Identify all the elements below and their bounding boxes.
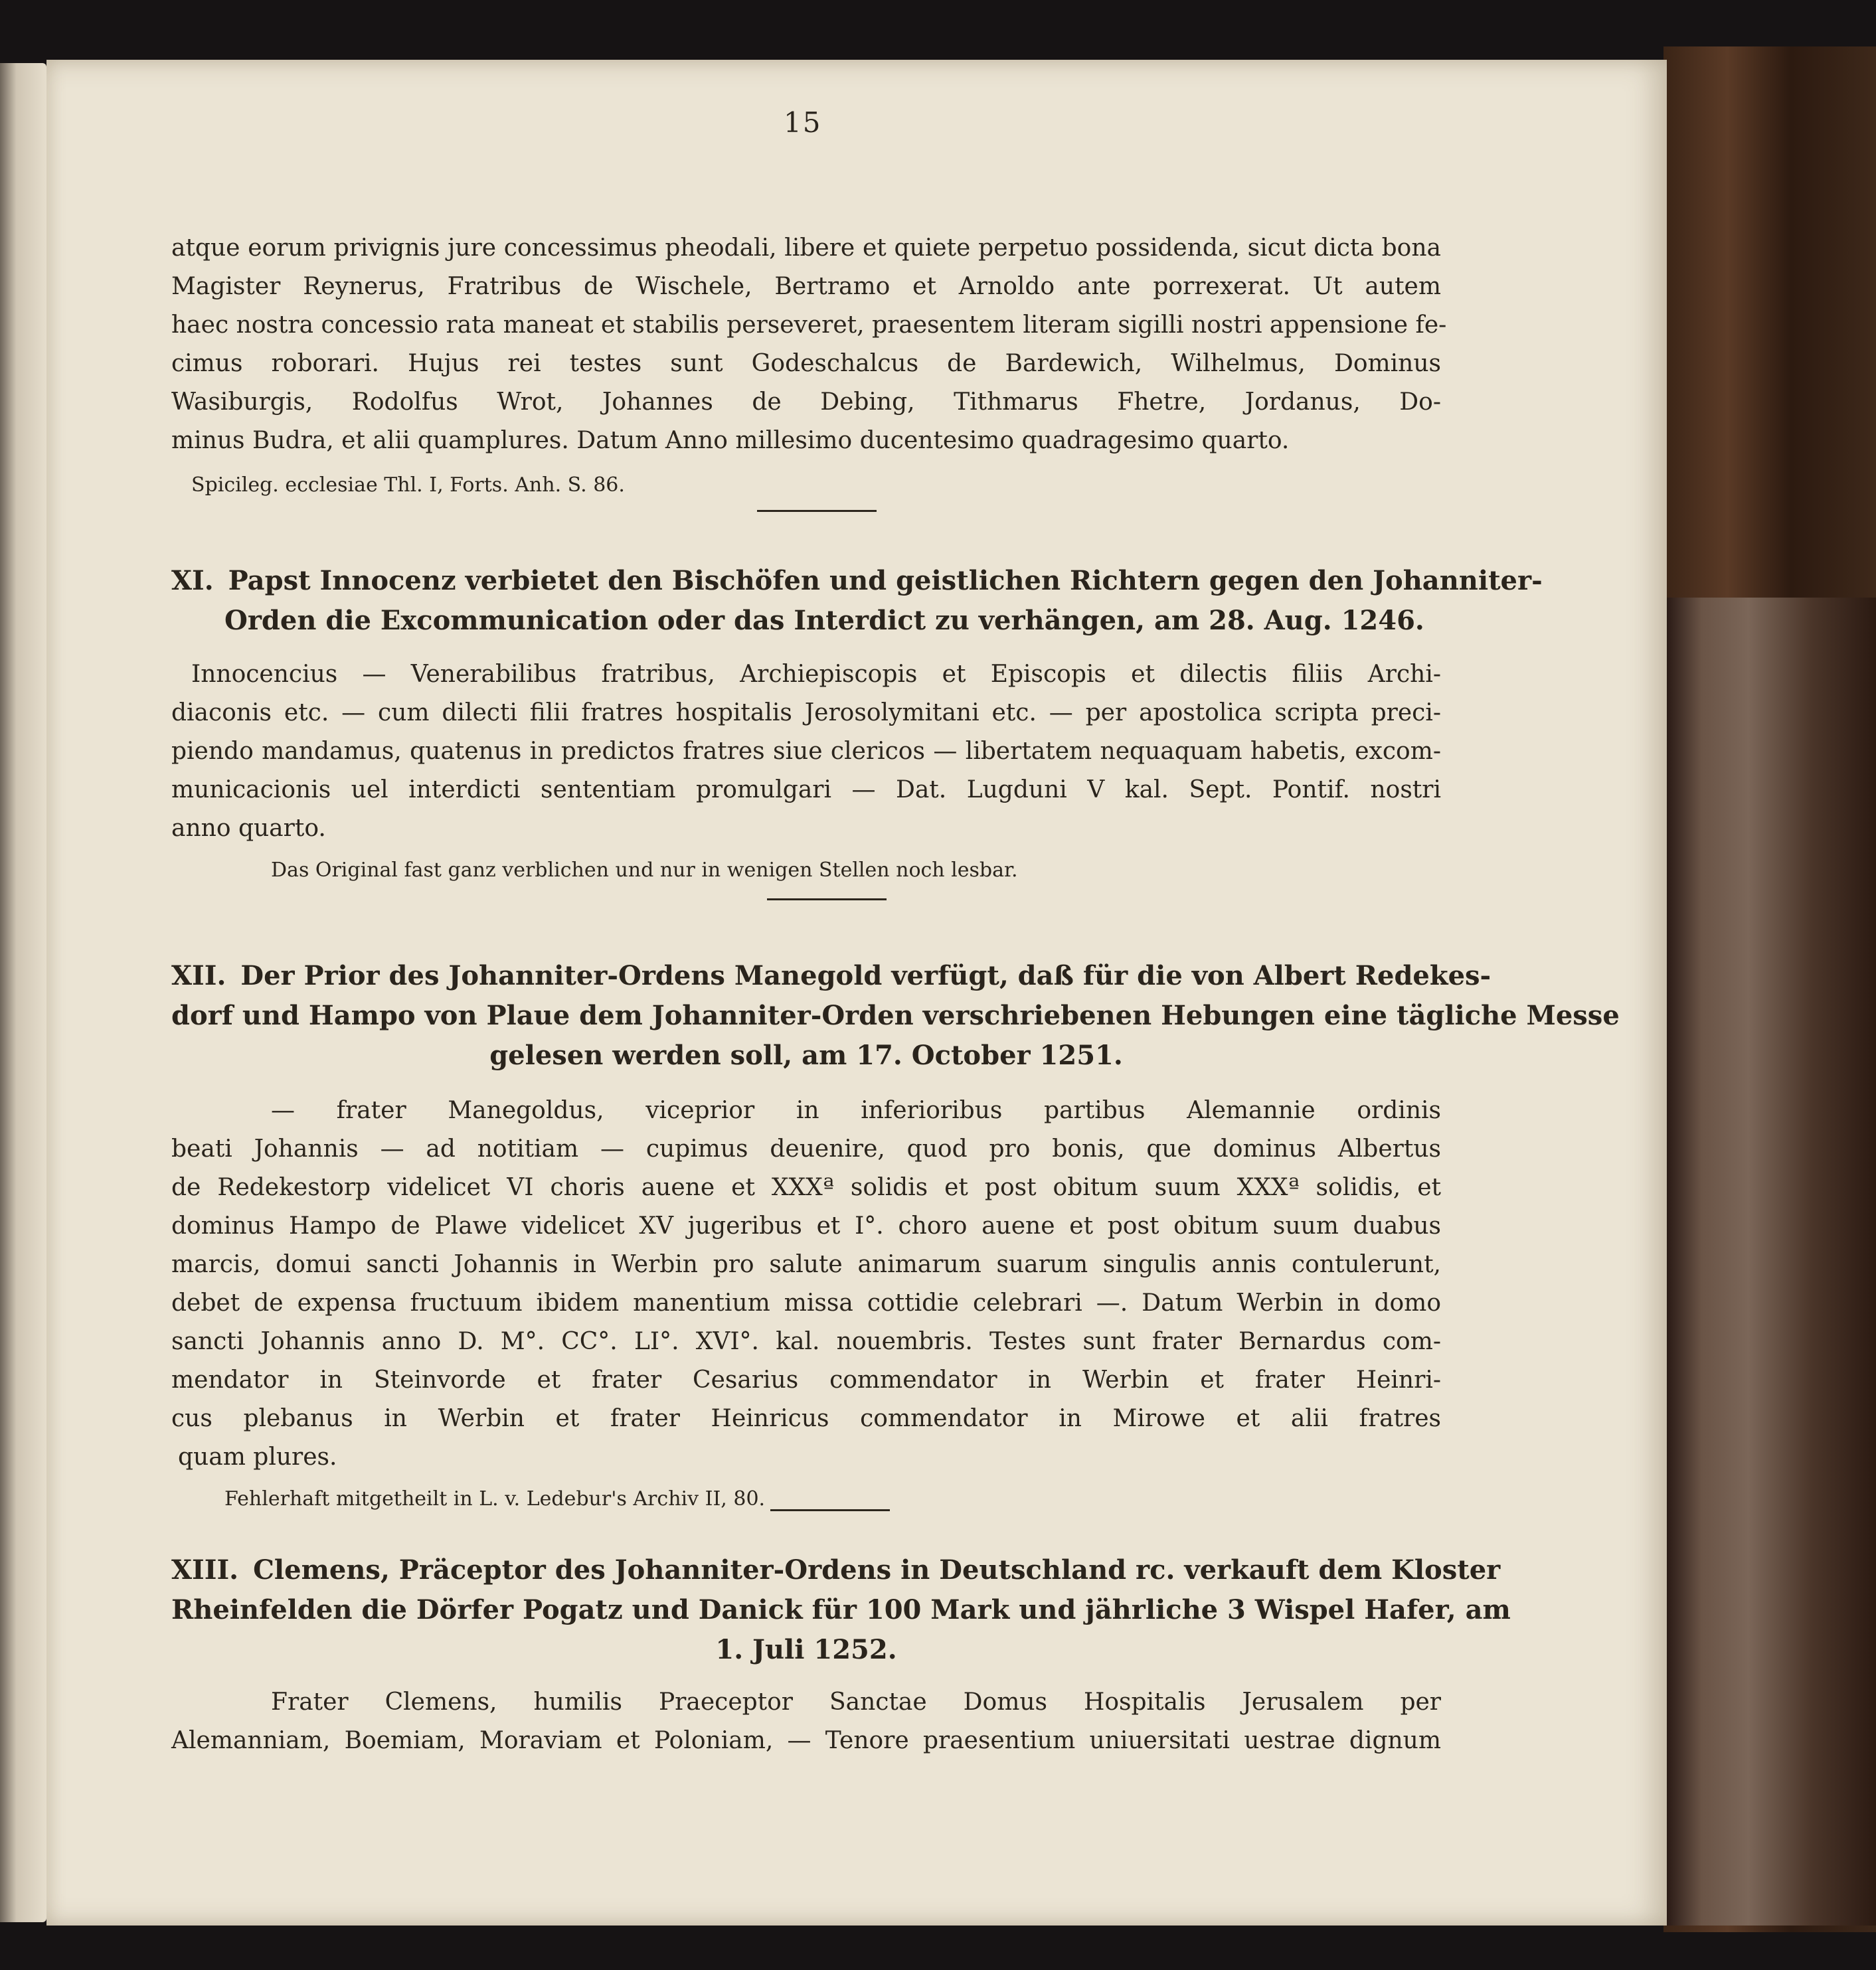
page-number: 15 (784, 106, 822, 139)
text-line: atque eorum privignis jure concessimus pheodali, libere et quiete perpetuo possidenda, sicut dicta bona (171, 234, 1441, 262)
text-line: piendo mandamus, quatenus in predictos fratres siue clericos — libertatem nequaquam habetis, excom- (171, 738, 1441, 765)
section-xii (171, 956, 1620, 1518)
heading-line: Papst Innocenz verbietet den Bischöfen und geistlichen Richtern gegen den Johanniter- (228, 565, 1543, 596)
source-note: Spicileg. ecclesiae Thl. I, Forts. Anh. S. 86. (191, 473, 625, 497)
section-heading (171, 561, 1543, 601)
text-line: quam plures. (178, 1443, 337, 1471)
text-line: debet de expensa fructuum ibidem manentium missa cottidie celebrari —. Datum Werbin in domo (171, 1289, 1441, 1317)
heading-line: dorf und Hampo von Plaue dem Johanniter-Orden verschriebenen Hebungen eine tägliche Messe (171, 1000, 1620, 1031)
heading-line: Rheinfelden die Dörfer Pogatz und Danick für 100 Mark und jährliche 3 Wispel Hafer, am (171, 1594, 1511, 1625)
text-line: Frater Clemens, humilis Praeceptor Sanctae Domus Hospitalis Jerusalem per (271, 1688, 1441, 1716)
heading-line: gelesen werden soll, am 17. October 1251. (489, 1040, 1123, 1071)
text-line: Magister Reynerus, Fratribus de Wischele, Bertramo et Arnoldo ante porrexerat. Ut autem (171, 273, 1441, 300)
section-number: XIII. (171, 1554, 239, 1586)
text-line: minus Budra, et alii quamplures. Datum Anno millesimo ducentesimo quadragesimo quarto. (171, 427, 1290, 454)
heading-line: Orden die Excommunication oder das Interdict zu verhängen, am 28. Aug. 1246. (224, 605, 1424, 636)
book-spine (1663, 598, 1876, 1926)
text-line: cimus roborari. Hujus rei testes sunt Godeschalcus de Bardewich, Wilhelmus, Dominus (171, 350, 1441, 377)
text-line: beati Johannis — ad notitiam — cupimus deuenire, quod pro bonis, que dominus Albertus (171, 1135, 1441, 1163)
section-number: XI. (171, 565, 214, 596)
text-line: Innocencius — Venerabilibus fratribus, Archiepiscopis et Episcopis et dilectis filiis Archi- (191, 661, 1441, 688)
text-line: haec nostra concessio rata maneat et stabilis perseveret, praesentem literam sigilli nostri appensione fe- (171, 311, 1447, 339)
section-heading (171, 1550, 1501, 1590)
source-note: Das Original fast ganz verblichen und nur in wenigen Stellen noch lesbar. (271, 859, 1018, 882)
text-line: dominus Hampo de Plawe videlicet XV jugeribus et I°. choro auene et post obitum suum duabus (171, 1212, 1441, 1240)
section-heading (171, 956, 1492, 996)
source-note: Fehlerhaft mitgetheilt in L. v. Ledebur's Archiv II, 80. (224, 1487, 766, 1511)
heading-line: 1. Juli 1252. (715, 1634, 897, 1665)
text-line: de Redekestorp videlicet VI choris auene et XXXª solidis et post obitum suum XXXª solidis, et (171, 1174, 1441, 1201)
section-divider (767, 898, 887, 900)
heading-line: Der Prior des Johanniter-Ordens Manegold verfügt, daß für die von Albert Redekes- (240, 960, 1492, 991)
top-paragraph (171, 229, 1447, 504)
text-line: Alemanniam, Boemiam, Moraviam et Poloniam, — Tenore praesentium uniuersitati uestrae dignum (171, 1727, 1441, 1754)
section-xi (171, 561, 1543, 889)
section-xiii (171, 1550, 1511, 1760)
section-divider (770, 1509, 890, 1511)
text-line: Wasiburgis, Rodolfus Wrot, Johannes de Debing, Tithmarus Fhetre, Jordanus, Do- (171, 388, 1441, 416)
text-line: municacionis uel interdicti sententiam promulgari — Dat. Lugduni V kal. Sept. Pontif. nostri (171, 776, 1441, 803)
heading-line: Clemens, Präceptor des Johanniter-Ordens in Deutschland rc. verkauft dem Kloster (253, 1554, 1501, 1586)
text-line: sancti Johannis anno D. M°. CC°. LI°. XVI°. kal. nouembris. Testes sunt frater Bernardus com- (171, 1328, 1441, 1355)
text-line: — frater Manegoldus, viceprior in inferioribus partibus Alemannie ordinis (271, 1097, 1441, 1124)
section-divider (757, 510, 877, 512)
text-line: marcis, domui sancti Johannis in Werbin pro salute animarum suarum singulis annis contulerunt, (171, 1251, 1441, 1278)
text-line: diaconis etc. — cum dilecti filii fratres hospitalis Jerosolymitani etc. — per apostolica scripta preci- (171, 699, 1441, 726)
section-number: XII. (171, 960, 226, 991)
text-line: mendator in Steinvorde et frater Cesarius commendator in Werbin et frater Heinri- (171, 1366, 1441, 1394)
text-line: cus plebanus in Werbin et frater Heinricus commendator in Mirowe et alii fratres (171, 1405, 1441, 1432)
text-line: anno quarto. (171, 815, 326, 842)
previous-page-edge (0, 63, 46, 1922)
